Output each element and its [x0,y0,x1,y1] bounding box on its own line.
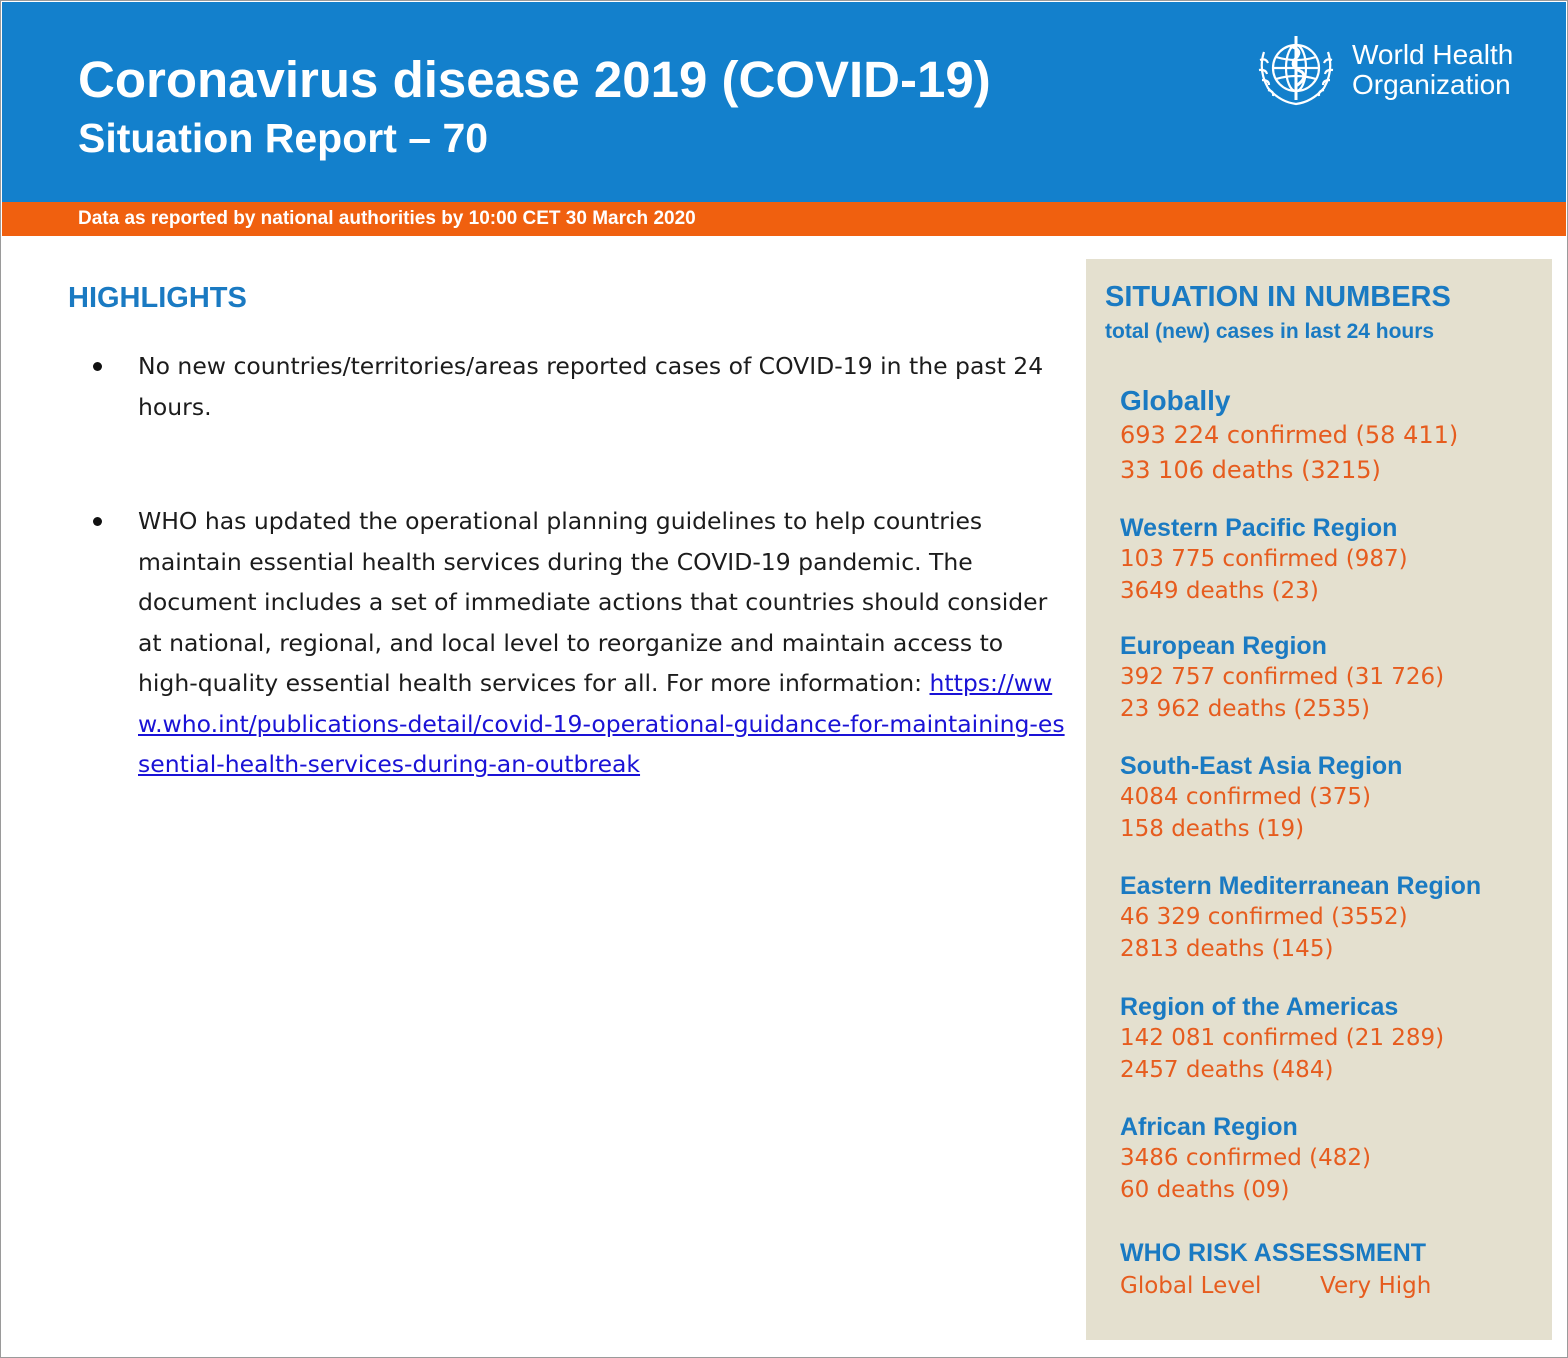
who-logo [1250,30,1530,110]
region-block-south-east-asia [1120,751,1402,845]
report-subtitle: Situation Report – 70 [78,115,489,161]
risk-level-row [1120,1268,1432,1302]
highlight-item [90,501,1065,785]
death-count: 2457 deaths (484) [1120,1057,1334,1083]
risk-assessment [1120,1238,1432,1302]
data-source-banner [2,202,1566,236]
highlights-list [90,346,1065,785]
highlight-item [90,346,1065,427]
guidance-link[interactable]: https://www.who.int/publications-detail/covid-19-operational-guidance-for-maintaining-essential-health-services-during-an-outbreak [138,669,1065,778]
region-name: South-East Asia Region [1120,752,1403,780]
death-count: 2813 deaths (145) [1120,936,1334,962]
region-name: Eastern Mediterranean Region [1120,872,1482,900]
highlight-text: WHO has updated the operational planning guidelines to help countries maintain essential health services during the COVID-19 pandemic. The document includes a set of immediate actions that countries should consider at national, regional, and local level to reorganize and maintain access to high-quality essential health services for all. For more information: [138,507,1048,697]
death-count: 33 106 deaths (3215) [1120,456,1381,484]
confirmed-count: 392 757 confirmed (31 726) [1120,664,1445,690]
region-name: Region of the Americas [1120,993,1399,1021]
report-title: Coronavirus disease 2019 (COVID-19) [78,51,991,108]
panel-subtitle: total (new) cases in last 24 hours [1105,320,1435,343]
region-name: Globally [1120,385,1231,416]
org-name [1352,40,1513,100]
risk-assessment-title: WHO RISK ASSESSMENT [1120,1239,1427,1267]
region-block-globally [1120,384,1458,488]
org-name-line2: Organization [1352,69,1511,100]
data-source-text: Data as reported by national authorities by 10:00 CET 30 March 2020 [78,208,696,229]
region-name: African Region [1120,1113,1298,1141]
confirmed-count: 4084 confirmed (375) [1120,784,1371,810]
confirmed-count: 142 081 confirmed (21 289) [1120,1025,1445,1051]
death-count: 3649 deaths (23) [1120,578,1319,604]
region-name: Western Pacific Region [1120,514,1398,542]
report-header [2,2,1566,202]
who-emblem-icon [1250,30,1342,110]
death-count: 60 deaths (09) [1120,1177,1290,1203]
panel-title: SITUATION IN NUMBERS [1105,281,1451,313]
confirmed-count: 3486 confirmed (482) [1120,1145,1371,1171]
death-count: 158 deaths (19) [1120,816,1305,842]
region-block-western-pacific [1120,513,1408,607]
confirmed-count: 46 329 confirmed (3552) [1120,904,1408,930]
confirmed-count: 693 224 confirmed (58 411) [1120,421,1459,449]
region-block-americas [1120,992,1444,1086]
org-name-line1: World Health [1352,39,1514,70]
highlights-title: HIGHLIGHTS [68,282,247,314]
risk-level-value: Very High [1320,1273,1432,1299]
highlight-text: No new countries/territories/areas reported cases of COVID-19 in the past 24 hours. [138,352,1044,421]
region-block-european [1120,631,1444,725]
risk-level-label: Global Level [1120,1273,1262,1299]
confirmed-count: 103 775 confirmed (987) [1120,546,1408,572]
death-count: 23 962 deaths (2535) [1120,696,1371,722]
region-name: European Region [1120,632,1327,660]
region-block-african [1120,1112,1371,1206]
region-block-eastern-mediterranean [1120,871,1481,965]
situation-in-numbers-panel [1086,259,1552,1340]
